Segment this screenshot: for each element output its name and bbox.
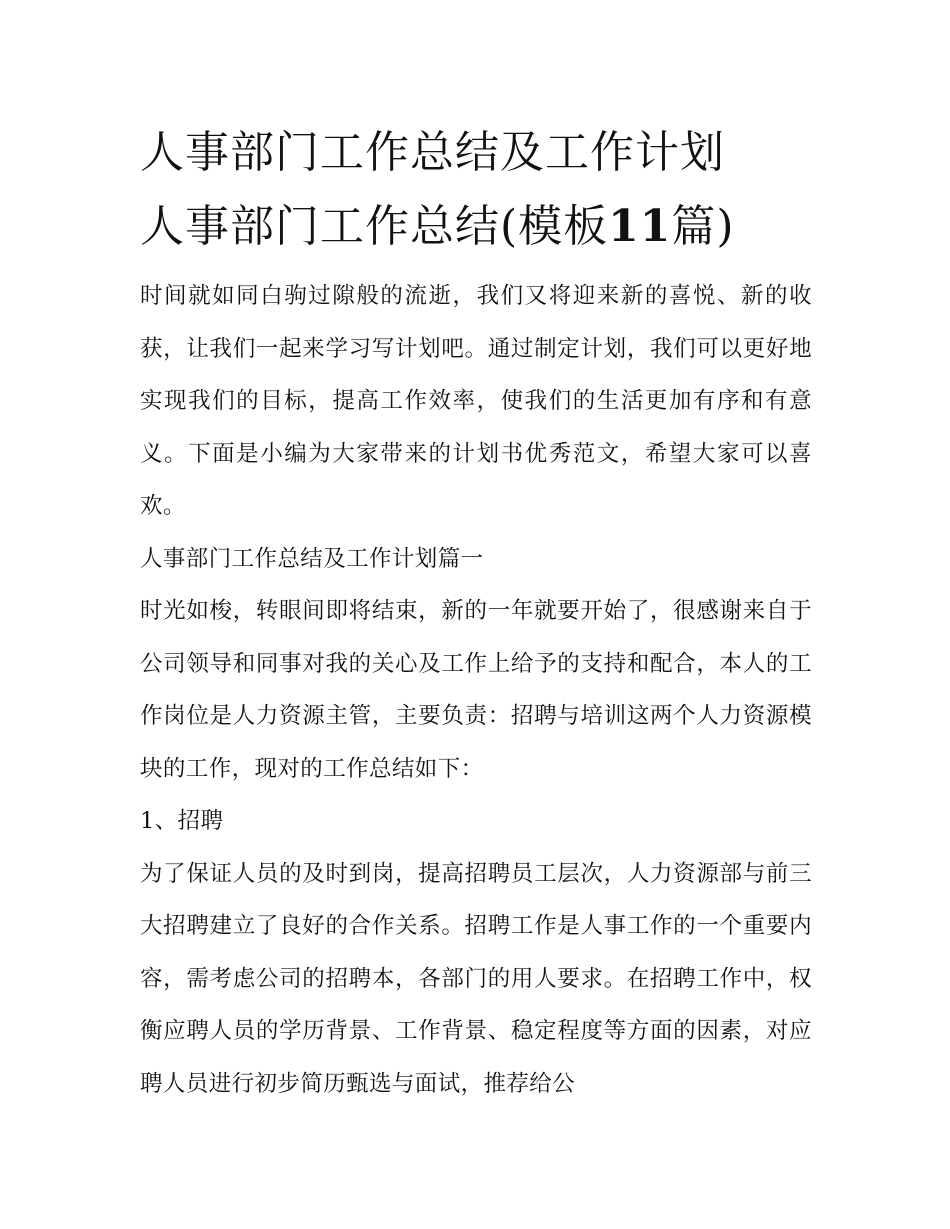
title-line-1: 人事部门工作总结及工作计划: [140, 127, 725, 178]
title-line-2-suffix: 篇): [671, 201, 735, 252]
section-heading: 人事部门工作总结及工作计划篇一: [140, 545, 484, 572]
document-title: [140, 116, 812, 264]
title-line-2-number: 11: [608, 201, 672, 252]
item-1-heading: 1、招聘: [140, 808, 224, 834]
paragraph-1: 时光如梭，转眼间即将结束，新的一年就要开始了，很感谢来自于公司领导和同事对我的关心及工作上给予的支持和配合，本人的工作岗位是人力资源主管，主要负责：招聘与培训这两个人力资源模块的工作，现对的工作总结如下：: [140, 598, 812, 782]
paragraph-2: 为了保证人员的及时到岗，提高招聘员工层次，人力资源部与前三大招聘建立了良好的合作关系。招聘工作是人事工作的一个重要内容，需考虑公司的招聘本，各部门的用人要求。在招聘工作中，权衡应聘人员的学历背景、工作背景、稳定程度等方面的因素，对应聘人员进行初步简历甄选与面试，推荐给公: [140, 860, 812, 1097]
document-body: [140, 116, 812, 1110]
title-line-2-prefix: 人事部门工作总结(模板: [140, 201, 609, 252]
intro-paragraph: 时间就如同白驹过隙般的流逝，我们又将迎来新的喜悦、新的收获，让我们一起来学习写计划吧。通过制定计划，我们可以更好地实现我们的目标，提高工作效率，使我们的生活更加有序和有意义。下面是小编为大家带来的计划书优秀范文，希望大家可以喜欢。: [140, 283, 812, 519]
